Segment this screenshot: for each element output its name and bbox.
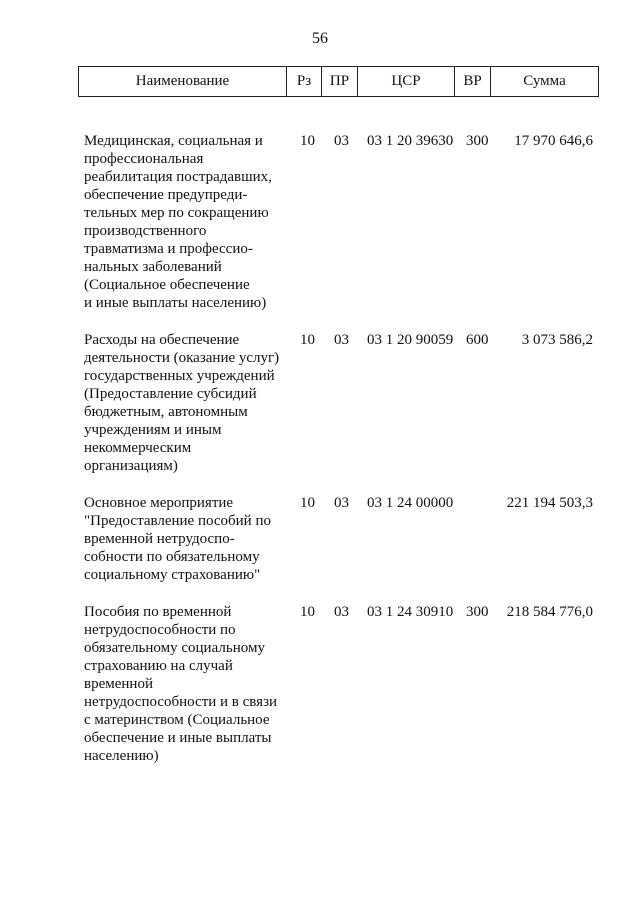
row-name: Основное мероприятие "Предоставление пособий по временной нетрудоспо- собности по обязательному социальному страхованию"	[84, 495, 271, 583]
table-body	[84, 132, 599, 784]
row-name: Медицинская, социальная и профессиональная реабилитация пострадавших, обеспечение предупреди- тельных мер по сокращению производственного травматизма и профессио- нальных заболеваний (Социальное обеспечение и иные выплаты населению)	[84, 133, 272, 311]
row-sum: 218 584 776,0	[506, 604, 593, 620]
header-vr: ВР	[455, 67, 491, 96]
table-row	[84, 603, 599, 765]
header-name: Наименование	[79, 67, 287, 96]
row-pr: 03	[334, 495, 349, 511]
row-sum: 17 970 646,6	[514, 133, 593, 149]
table-row	[84, 132, 599, 312]
page-number: 56	[312, 30, 328, 47]
row-rz: 10	[300, 495, 315, 511]
row-csr: 03 1 24 30910	[367, 604, 454, 620]
row-csr: 03 1 20 90059	[367, 332, 454, 348]
row-pr: 03	[334, 332, 349, 348]
row-sum: 221 194 503,3	[506, 495, 593, 511]
row-name: Пособия по временной нетрудоспособности по обязательному социальному страхованию на случай временной нетрудоспособности и в связи с материнством (Социальное обеспечение и иные выплаты населению)	[84, 604, 278, 764]
header-sum: Сумма	[523, 73, 566, 89]
row-pr: 03	[334, 604, 349, 620]
table-header	[78, 66, 599, 97]
row-pr: 03	[334, 133, 349, 149]
row-vr: 300	[466, 133, 489, 149]
table-row	[84, 494, 599, 584]
row-csr: 03 1 20 39630	[367, 133, 454, 149]
row-rz: 10	[300, 332, 315, 348]
header-rz: Рз	[287, 67, 322, 96]
row-vr: 300	[466, 604, 489, 620]
row-rz: 10	[300, 604, 315, 620]
row-name: Расходы на обеспечение деятельности (оказание услуг) государственных учреждений (Предоставление субсидий бюджетным, автономным учреждениям и иным некоммерческим организациям)	[84, 332, 280, 474]
header-csr: ЦСР	[358, 67, 455, 96]
table-row	[84, 331, 599, 475]
row-csr: 03 1 24 00000	[367, 495, 454, 511]
row-vr: 600	[466, 332, 489, 348]
row-rz: 10	[300, 133, 315, 149]
header-pr: ПР	[322, 67, 358, 96]
row-sum: 3 073 586,2	[521, 332, 593, 348]
